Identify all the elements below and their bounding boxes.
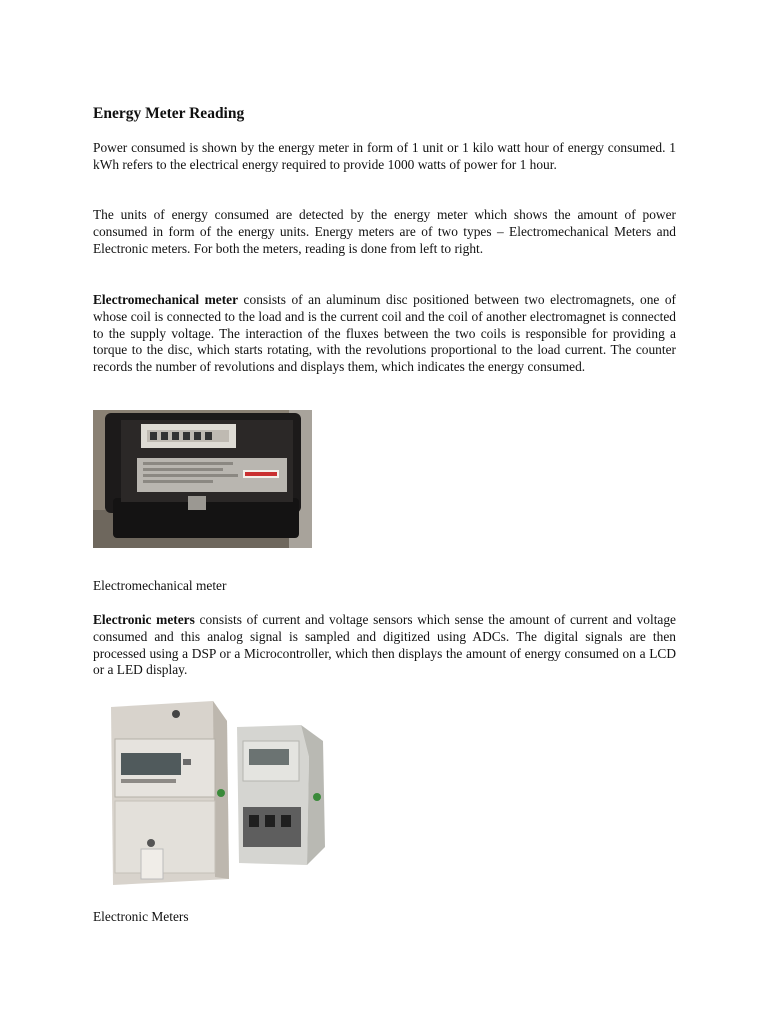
paragraph-intro: Power consumed is shown by the energy meter in form of 1 unit or 1 kilo watt hour of energy consumed. 1 kWh refers to the electrical energy required to provide 1000 watts of power for 1 hour. [93, 140, 676, 172]
electromechanical-text: consists of an aluminum disc positioned between two electromagnets, one of whose coil is connected to the load and is the current coil and the coil of another electromagnet is connected to the supply voltage. The interaction of the fluxes between the two coils is responsible for providing a torque to the disc, which starts rotating, with the revolutions proportional to the load current. The counter records the number of revolutions and displays them, which indicates the energy consumed. [93, 292, 676, 375]
electromechanical-caption: Electromechanical meter [93, 578, 227, 593]
electronic-caption: Electronic Meters [93, 909, 189, 924]
electronic-term: Electronic meters [93, 612, 195, 627]
document-title: Energy Meter Reading [93, 105, 245, 122]
electromechanical-term: Electromechanical meter [93, 292, 239, 307]
electronic-text: consists of current and voltage sensors which sense the amount of current and voltage consumed and this analog signal is sampled and digitized using ADCs. The digital signals are then processed using a DSP or a Microcontroller, which then displays the amount of energy consumed on a LCD or a LED display. [93, 612, 676, 678]
electromechanical-meter-photo [93, 410, 312, 548]
paragraph-types: The units of energy consumed are detected by the energy meter which shows the amount of power consumed in form of the energy units. Energy meters are of two types – Electromechanical Meters and Electronic meters. For both the meters, reading is done from left to right. [93, 207, 676, 256]
paragraph-electromechanical [93, 292, 676, 376]
paragraph-electronic [93, 612, 676, 679]
electronic-meters-photo [93, 697, 353, 892]
